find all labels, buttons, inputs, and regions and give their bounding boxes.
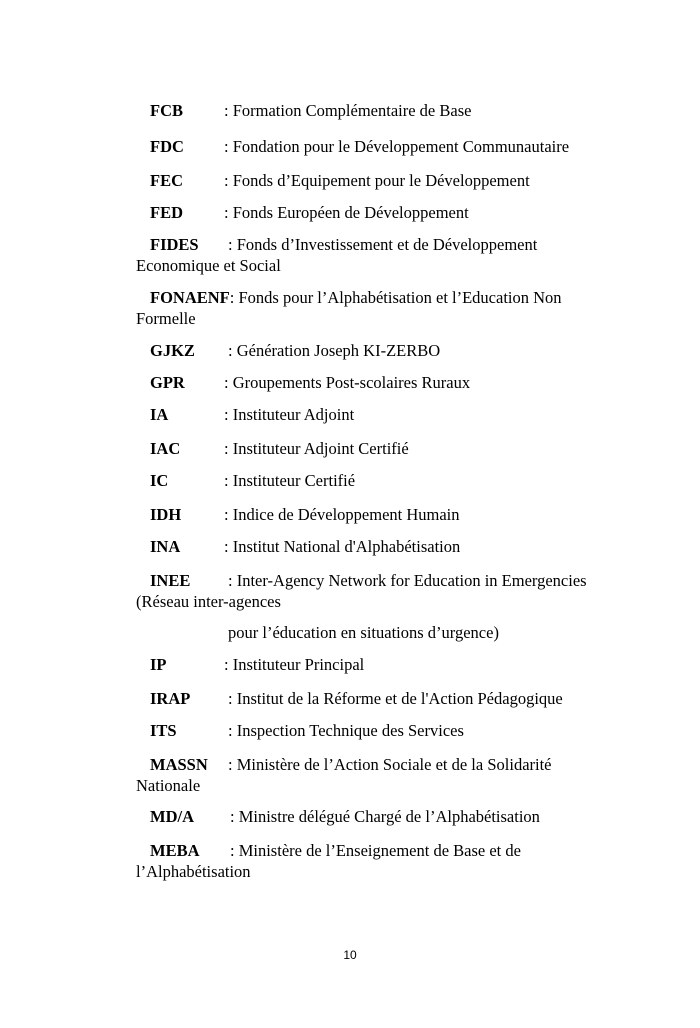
- entry-definition: Ministère de l’Enseignement de Base et de: [238, 841, 521, 860]
- glossary-entry: [150, 504, 610, 525]
- glossary-entry: [150, 372, 610, 393]
- entry-abbreviation: GJKZ: [150, 341, 195, 360]
- entry-separator: :: [224, 101, 233, 120]
- entry-separator: :: [228, 235, 237, 254]
- entry-definition: Formation Complémentaire de Base: [232, 101, 472, 120]
- entry-first-line: [136, 287, 606, 308]
- entry-abbreviation: FIDES: [150, 235, 199, 254]
- entry-abbreviation: IC: [150, 471, 169, 490]
- entry-abbreviation: IDH: [150, 505, 182, 524]
- entry-first-line: [136, 570, 606, 591]
- entry-abbreviation: IRAP: [150, 689, 191, 708]
- entry-definition: Fondation pour le Développement Communautaire: [232, 137, 570, 156]
- entry-definition: Institut de la Réforme et de l'Action Pédagogique: [236, 689, 563, 708]
- glossary-entry: [136, 570, 606, 612]
- entry-first-line: [136, 754, 606, 775]
- entry-indented-continuation: pour l’éducation en situations d’urgence): [228, 623, 499, 642]
- entry-abbreviation: IP: [150, 655, 167, 674]
- glossary-entry: [136, 754, 606, 796]
- entry-separator: :: [224, 137, 233, 156]
- entry-separator: :: [228, 689, 237, 708]
- entry-definition: Fonds d’Equipement pour le Développement: [232, 171, 530, 190]
- entry-abbreviation: FED: [150, 203, 183, 222]
- entry-separator: :: [224, 439, 233, 458]
- entry-abbreviation: FCB: [150, 101, 183, 120]
- entry-continuation: Economique et Social: [136, 256, 281, 275]
- entry-separator: :: [224, 171, 233, 190]
- entry-separator: :: [228, 341, 237, 360]
- entry-abbreviation: IA: [150, 405, 169, 424]
- entry-definition: Instituteur Adjoint: [232, 405, 355, 424]
- entry-abbreviation: INEE: [150, 571, 191, 590]
- entry-continuation: (Réseau inter-agences: [136, 592, 281, 611]
- glossary-entry: [150, 340, 610, 361]
- entry-abbreviation: FDC: [150, 137, 184, 156]
- entry-separator: :: [224, 471, 233, 490]
- entry-definition: Inspection Technique des Services: [236, 721, 464, 740]
- entry-first-line: [136, 840, 606, 861]
- entry-separator: :: [228, 571, 237, 590]
- entry-definition: Instituteur Adjoint Certifié: [232, 439, 409, 458]
- entry-definition: Inter-Agency Network for Education in Emergencies: [236, 571, 587, 590]
- entry-separator: :: [224, 203, 233, 222]
- entry-abbreviation: GPR: [150, 373, 185, 392]
- entry-abbreviation: INA: [150, 537, 181, 556]
- entry-definition: Ministère de l’Action Sociale et de la Solidarité: [236, 755, 552, 774]
- entry-continuation: Formelle: [136, 309, 196, 328]
- entry-definition: Groupements Post-scolaires Ruraux: [232, 373, 471, 392]
- entry-abbreviation: MEBA: [150, 841, 200, 860]
- entry-continuation: Nationale: [136, 776, 201, 795]
- entry-definition: Fonds Européen de Développement: [232, 203, 469, 222]
- entry-definition: Ministre délégué Chargé de l’Alphabétisation: [238, 807, 540, 826]
- entry-definition: Fonds pour l’Alphabétisation et l’Education Non: [238, 288, 562, 307]
- glossary-entry: [136, 234, 606, 276]
- glossary-entry: [136, 287, 606, 329]
- glossary-entry: [150, 136, 610, 157]
- glossary-entry: [150, 404, 610, 425]
- entry-separator: :: [228, 755, 237, 774]
- entry-separator: :: [224, 655, 233, 674]
- entry-definition: Génération Joseph KI-ZERBO: [236, 341, 441, 360]
- entry-separator: :: [228, 721, 237, 740]
- glossary-entry: [150, 806, 610, 827]
- entry-definition: Institut National d'Alphabétisation: [232, 537, 461, 556]
- entry-separator: :: [230, 807, 239, 826]
- glossary-entry: [150, 720, 610, 741]
- glossary-entry: [150, 688, 610, 709]
- page-number: 10: [343, 948, 357, 962]
- glossary-entry: [150, 654, 610, 675]
- glossary-entry: [150, 536, 610, 557]
- entry-separator: :: [224, 505, 233, 524]
- glossary-entry: [150, 438, 610, 459]
- entry-abbreviation: IAC: [150, 439, 181, 458]
- entry-abbreviation: FONAENF: [150, 288, 230, 307]
- glossary-entry: [150, 100, 610, 121]
- entry-separator: :: [224, 373, 233, 392]
- entry-definition: Fonds d’Investissement et de Développement: [236, 235, 538, 254]
- entry-definition: Instituteur Principal: [232, 655, 365, 674]
- entry-abbreviation: MASSN: [150, 755, 208, 774]
- entry-separator: :: [224, 537, 233, 556]
- entry-definition: Indice de Développement Humain: [232, 505, 460, 524]
- entry-separator: :: [229, 288, 239, 307]
- glossary-entry: [150, 202, 610, 223]
- glossary-entry: [150, 470, 610, 491]
- entry-continuation: l’Alphabétisation: [136, 862, 251, 881]
- entry-first-line: [136, 234, 606, 255]
- entry-abbreviation: FEC: [150, 171, 183, 190]
- entry-separator: :: [230, 841, 239, 860]
- entry-definition: Instituteur Certifié: [232, 471, 356, 490]
- entry-abbreviation: ITS: [150, 721, 177, 740]
- entry-separator: :: [224, 405, 233, 424]
- entry-abbreviation: MD/A: [150, 807, 194, 826]
- glossary-entry: [136, 840, 606, 882]
- glossary-entry: [150, 170, 610, 191]
